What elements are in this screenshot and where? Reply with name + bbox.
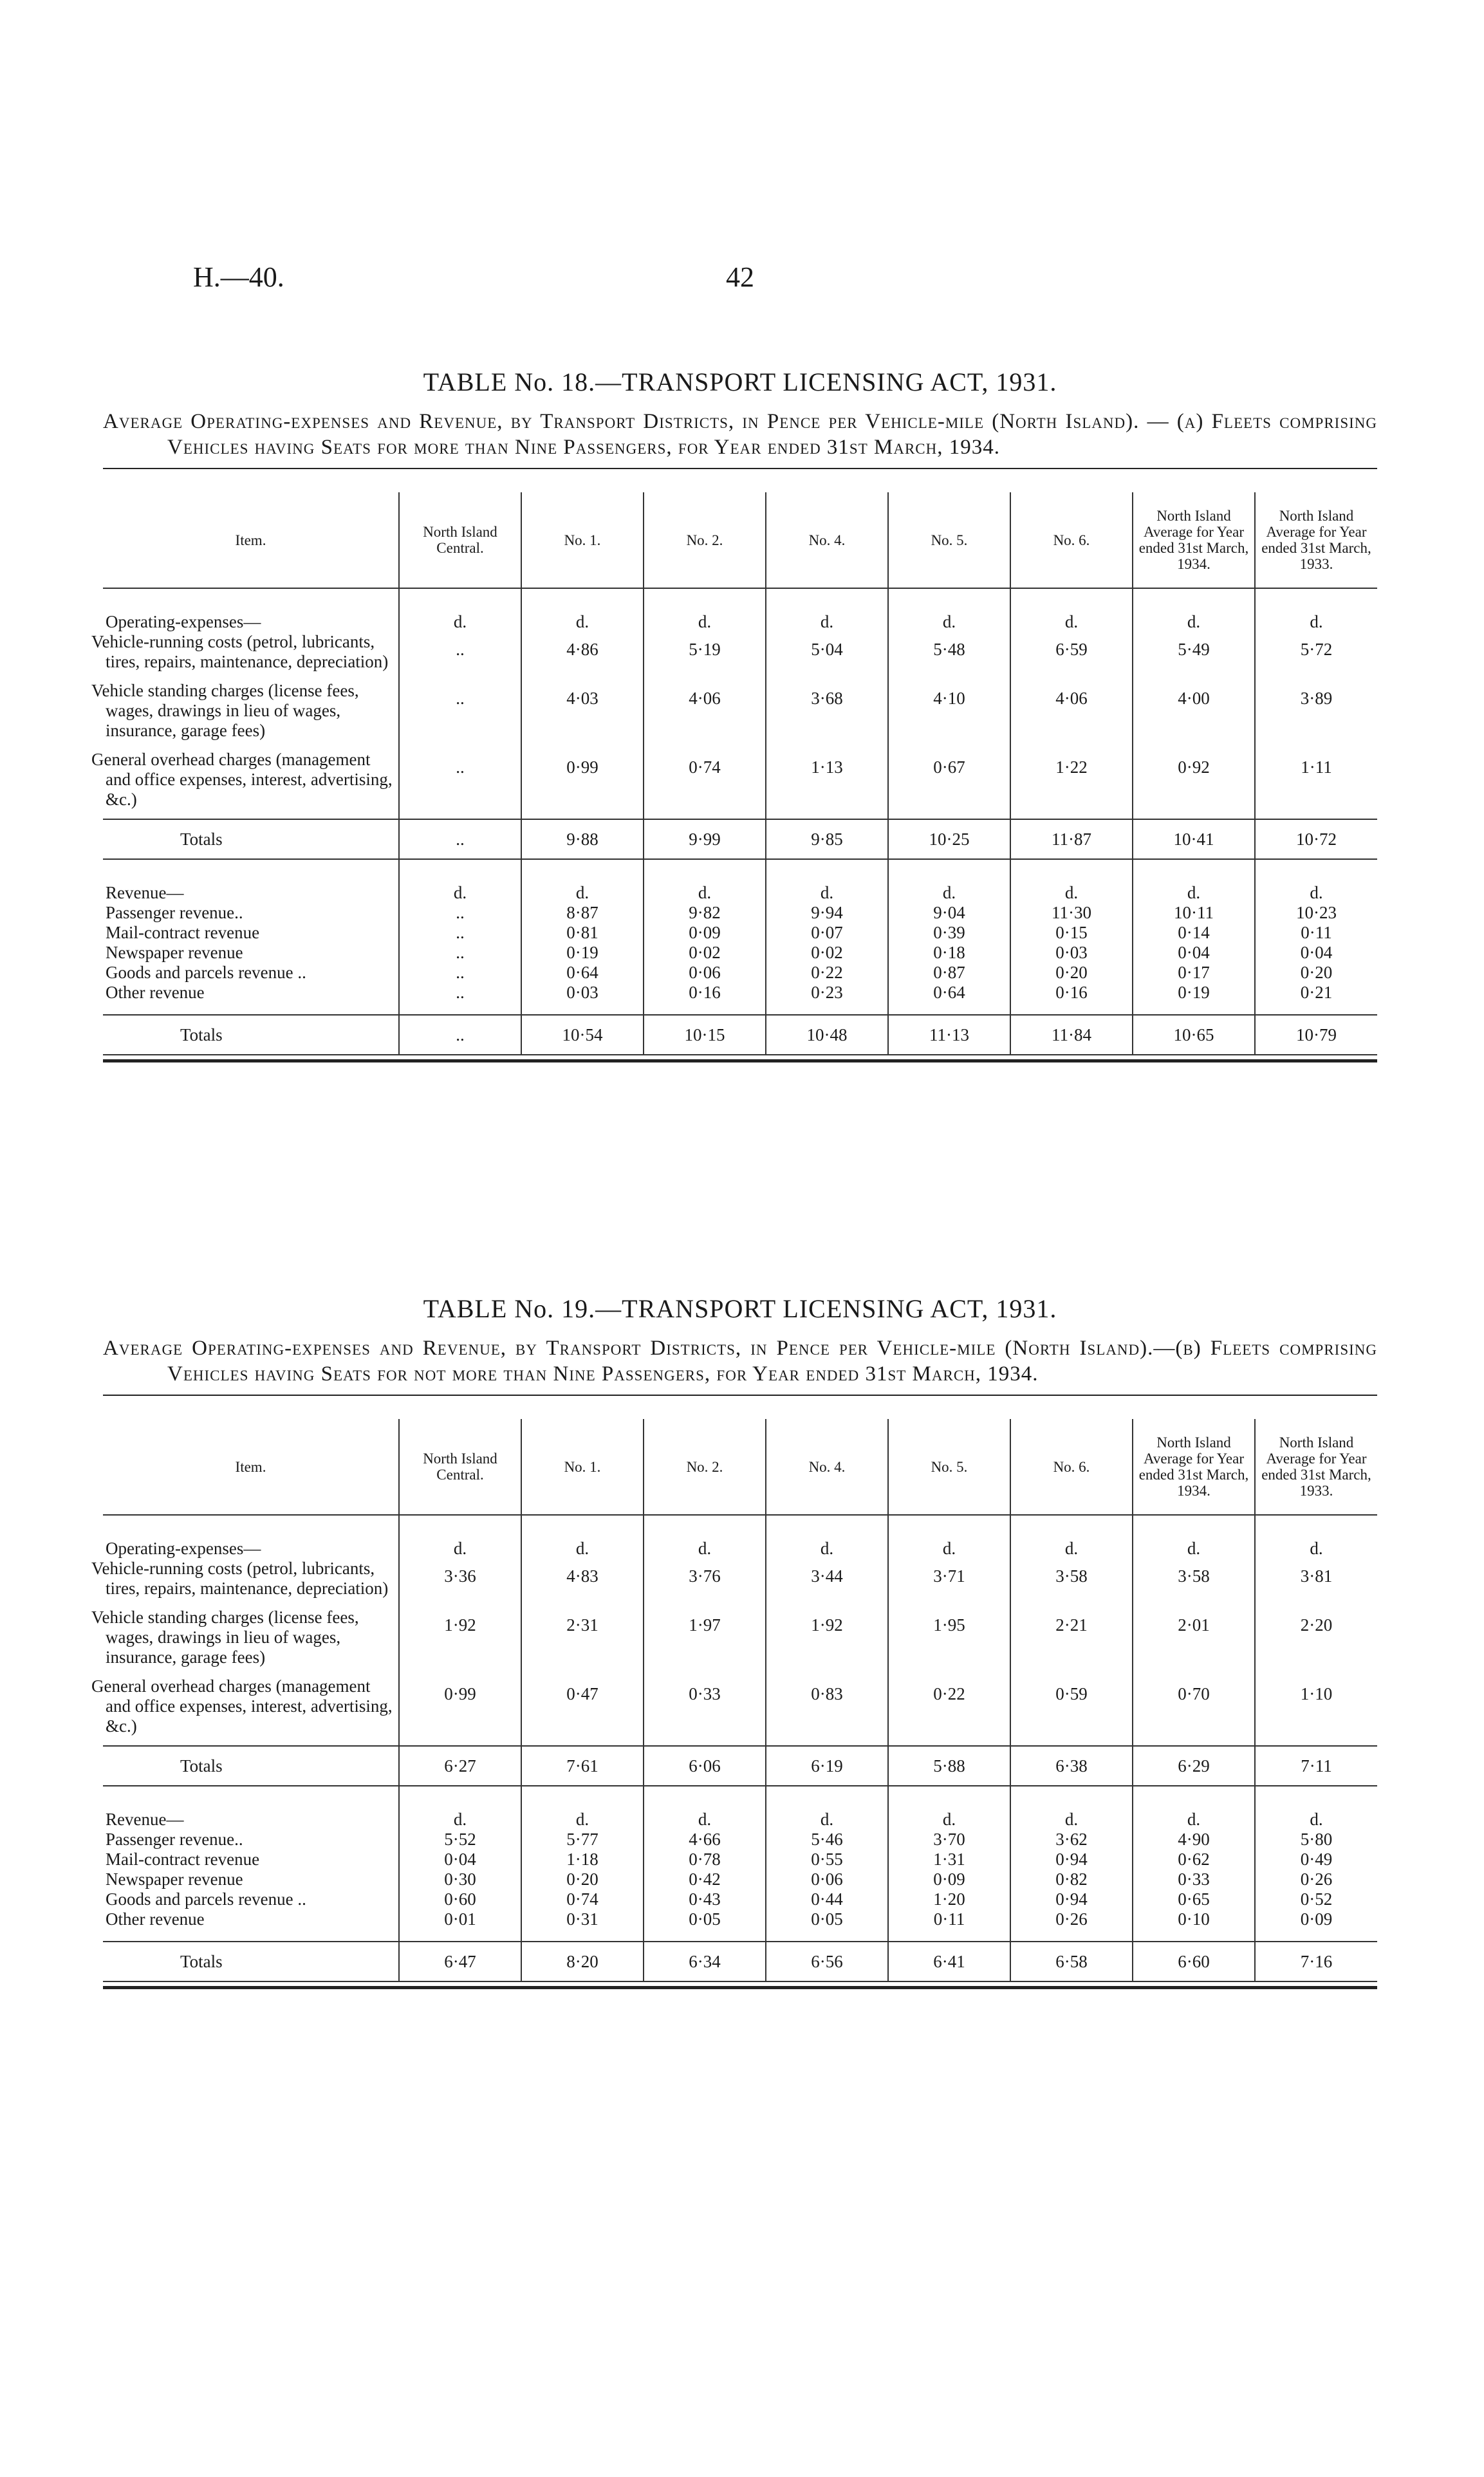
section-heading: Revenue— bbox=[106, 883, 184, 902]
cell-value: 0·59 bbox=[1010, 1676, 1133, 1746]
cell-value: 5·04 bbox=[766, 632, 888, 681]
table-title: TABLE No. 18.—TRANSPORT LICENSING ACT, 1931. bbox=[423, 367, 1057, 396]
cell-value: 0·04 bbox=[1255, 943, 1377, 963]
cell-value: 1·22 bbox=[1010, 750, 1133, 819]
row-label: Vehicle standing charges (license fees, wages, drawings in lieu of wages, insurance, garage fees) bbox=[91, 1608, 359, 1667]
cell-value: 0·70 bbox=[1133, 1676, 1255, 1746]
total-value: 6·58 bbox=[1010, 1942, 1133, 1981]
unit-label: d. bbox=[399, 1539, 521, 1559]
data-table bbox=[91, 492, 1377, 1055]
row-label: Newspaper revenue bbox=[106, 1869, 243, 1889]
cell-value: 4·10 bbox=[888, 681, 1010, 750]
cell-value: 0·65 bbox=[1133, 1889, 1255, 1909]
cell-value: 0·64 bbox=[888, 983, 1010, 1003]
row-label: Newspaper revenue bbox=[106, 943, 243, 962]
cell-value: 0·39 bbox=[888, 923, 1010, 943]
totals-label bbox=[103, 1015, 399, 1055]
unit-label: d. bbox=[888, 1539, 1010, 1559]
total-value: 11·13 bbox=[888, 1015, 1010, 1055]
title-rule bbox=[103, 468, 1377, 469]
cell-value: 0·11 bbox=[1255, 923, 1377, 943]
total-value: 10·41 bbox=[1133, 819, 1255, 859]
cell-value: 4·83 bbox=[521, 1559, 644, 1608]
cell-value: 0·55 bbox=[766, 1850, 888, 1869]
cell-value: 0·14 bbox=[1133, 923, 1255, 943]
cell-value: 0·09 bbox=[1255, 1909, 1377, 1929]
column-header: No. 1. bbox=[521, 492, 644, 588]
row-label: Passenger revenue.. bbox=[106, 1830, 243, 1849]
cell-value: 0·16 bbox=[644, 983, 766, 1003]
total-value: 7·61 bbox=[521, 1746, 644, 1786]
totals-text: Totals bbox=[180, 1025, 223, 1044]
cell-value: 2·01 bbox=[1133, 1608, 1255, 1676]
cell-value: 0·64 bbox=[521, 963, 644, 983]
cell-value: 3·76 bbox=[644, 1559, 766, 1608]
row-label: General overhead charges (management and office expenses, interest, advertising, &c.) bbox=[91, 750, 393, 809]
unit-label: d. bbox=[1010, 1810, 1133, 1830]
table-row bbox=[103, 1559, 1377, 1608]
cell-value: 0·49 bbox=[1255, 1850, 1377, 1869]
cell-value: 3·44 bbox=[766, 1559, 888, 1608]
row-label: Goods and parcels revenue .. bbox=[106, 963, 306, 982]
cell-value: 0·09 bbox=[644, 923, 766, 943]
cell-value: 2·21 bbox=[1010, 1608, 1133, 1676]
cell-value: 0·19 bbox=[1133, 983, 1255, 1003]
row-label: Vehicle standing charges (license fees, wages, drawings in lieu of wages, insurance, garage fees) bbox=[91, 681, 359, 740]
totals-row-operating bbox=[103, 819, 1377, 859]
unit-label: d. bbox=[888, 1810, 1010, 1830]
table-row bbox=[103, 903, 1377, 923]
totals-text: Totals bbox=[180, 1756, 223, 1776]
column-header: North Island Central. bbox=[399, 1419, 521, 1515]
cell-value: 0·10 bbox=[1133, 1909, 1255, 1929]
total-value: .. bbox=[399, 1015, 521, 1055]
unit-label: d. bbox=[644, 1539, 766, 1559]
total-value: 7·16 bbox=[1255, 1942, 1377, 1981]
table-bottom-rule bbox=[103, 1986, 1377, 1989]
row-label: Mail-contract revenue bbox=[106, 1850, 260, 1869]
cell-value: 5·19 bbox=[644, 632, 766, 681]
page-number: 42 bbox=[726, 261, 754, 293]
unit-label: d. bbox=[766, 1810, 888, 1830]
cell-value: 0·02 bbox=[766, 943, 888, 963]
total-value: 6·19 bbox=[766, 1746, 888, 1786]
cell-value: 0·44 bbox=[766, 1889, 888, 1909]
totals-label bbox=[103, 1746, 399, 1786]
table-subtitle: Average Operating-expenses and Revenue, by Transport Districts, in Pence per Vehicle-mile (North Island).—(b) Fleets comprising Vehicles having Seats for not more than Nine Passengers, for Year ended 31st March, 1934. bbox=[103, 1337, 1377, 1386]
total-value: 6·41 bbox=[888, 1942, 1010, 1981]
cell-value: 0·05 bbox=[766, 1909, 888, 1929]
cell-value: 1·13 bbox=[766, 750, 888, 819]
cell-value: 0·22 bbox=[766, 963, 888, 983]
total-value: 5·88 bbox=[888, 1746, 1010, 1786]
cell-value: 0·19 bbox=[521, 943, 644, 963]
section-row-revenue bbox=[103, 1810, 1377, 1830]
cell-value: 1·31 bbox=[888, 1850, 1010, 1869]
total-value: 6·38 bbox=[1010, 1746, 1133, 1786]
cell-value: 3·58 bbox=[1133, 1559, 1255, 1608]
table-row bbox=[103, 1889, 1377, 1909]
unit-label: d. bbox=[399, 1810, 521, 1830]
unit-label: d. bbox=[644, 612, 766, 632]
cell-value: 0·22 bbox=[888, 1676, 1010, 1746]
total-value: 10·72 bbox=[1255, 819, 1377, 859]
table-row bbox=[103, 750, 1377, 819]
unit-label: d. bbox=[521, 1810, 644, 1830]
cell-value: 10·11 bbox=[1133, 903, 1255, 923]
total-value: 6·29 bbox=[1133, 1746, 1255, 1786]
spacer-row bbox=[103, 1515, 1377, 1539]
cell-value: 0·16 bbox=[1010, 983, 1133, 1003]
cell-value: 0·87 bbox=[888, 963, 1010, 983]
column-header: North Island Average for Year ended 31st March, 1933. bbox=[1255, 492, 1377, 588]
row-label: Vehicle-running costs (petrol, lubricants, tires, repairs, maintenance, depreciation) bbox=[91, 632, 389, 671]
table-subtitle: Average Operating-expenses and Revenue, by Transport Districts, in Pence per Vehicle-mile (North Island). — (a) Fleets comprising Vehicles having Seats for more than Nine Passengers, for Year ended 31st March, 1934. bbox=[103, 410, 1377, 459]
cell-value: 9·04 bbox=[888, 903, 1010, 923]
total-value: 7·11 bbox=[1255, 1746, 1377, 1786]
spacer-row bbox=[103, 1786, 1377, 1810]
cell-value: 0·20 bbox=[521, 1869, 644, 1889]
header-row bbox=[103, 492, 1377, 588]
spacer-row bbox=[103, 1929, 1377, 1942]
unit-label: d. bbox=[1010, 612, 1133, 632]
table-row bbox=[103, 1608, 1377, 1676]
table-row bbox=[103, 923, 1377, 943]
table-19-block bbox=[91, 1294, 1377, 1989]
unit-label: d. bbox=[1010, 1539, 1133, 1559]
cell-value: 0·78 bbox=[644, 1850, 766, 1869]
table-row bbox=[103, 1909, 1377, 1929]
cell-value: .. bbox=[399, 943, 521, 963]
cell-value: 0·43 bbox=[644, 1889, 766, 1909]
unit-label: d. bbox=[644, 1810, 766, 1830]
cell-value: 0·07 bbox=[766, 923, 888, 943]
cell-value: 1·11 bbox=[1255, 750, 1377, 819]
cell-value: 0·18 bbox=[888, 943, 1010, 963]
unit-label: d. bbox=[1133, 612, 1255, 632]
cell-value: 4·00 bbox=[1133, 681, 1255, 750]
table-row bbox=[103, 1850, 1377, 1869]
cell-value: 0·92 bbox=[1133, 750, 1255, 819]
cell-value: 0·06 bbox=[766, 1869, 888, 1889]
unit-label: d. bbox=[521, 883, 644, 903]
column-header: Item. bbox=[103, 492, 399, 588]
data-table bbox=[91, 1419, 1377, 1982]
cell-value: 0·31 bbox=[521, 1909, 644, 1929]
cell-value: 5·49 bbox=[1133, 632, 1255, 681]
cell-value: 0·74 bbox=[644, 750, 766, 819]
total-value: 9·88 bbox=[521, 819, 644, 859]
total-value: 10·15 bbox=[644, 1015, 766, 1055]
total-value: 10·54 bbox=[521, 1015, 644, 1055]
section-row-operating bbox=[103, 612, 1377, 632]
total-value: 11·87 bbox=[1010, 819, 1133, 859]
column-header: North Island Average for Year ended 31st March, 1933. bbox=[1255, 1419, 1377, 1515]
cell-value: .. bbox=[399, 903, 521, 923]
unit-label: d. bbox=[1133, 1539, 1255, 1559]
cell-value: 9·94 bbox=[766, 903, 888, 923]
cell-value: 0·26 bbox=[1010, 1909, 1133, 1929]
total-value: 10·65 bbox=[1133, 1015, 1255, 1055]
unit-label: d. bbox=[521, 1539, 644, 1559]
cell-value: 9·82 bbox=[644, 903, 766, 923]
cell-value: 3·71 bbox=[888, 1559, 1010, 1608]
cell-value: 0·99 bbox=[521, 750, 644, 819]
header-row bbox=[103, 1419, 1377, 1515]
cell-value: 0·94 bbox=[1010, 1850, 1133, 1869]
cell-value: 5·46 bbox=[766, 1830, 888, 1850]
cell-value: 0·52 bbox=[1255, 1889, 1377, 1909]
cell-value: .. bbox=[399, 750, 521, 819]
total-value: .. bbox=[399, 819, 521, 859]
cell-value: 1·92 bbox=[766, 1608, 888, 1676]
cell-value: 5·72 bbox=[1255, 632, 1377, 681]
cell-value: 5·52 bbox=[399, 1830, 521, 1850]
unit-label: d. bbox=[1133, 883, 1255, 903]
section-row-revenue bbox=[103, 883, 1377, 903]
cell-value: 0·82 bbox=[1010, 1869, 1133, 1889]
column-header: North Island Central. bbox=[399, 492, 521, 588]
unit-label: d. bbox=[644, 883, 766, 903]
totals-label bbox=[103, 1942, 399, 1981]
unit-label: d. bbox=[1255, 1539, 1377, 1559]
unit-label: d. bbox=[521, 612, 644, 632]
table-row bbox=[103, 632, 1377, 681]
column-header: No. 2. bbox=[644, 1419, 766, 1515]
cell-value: 4·06 bbox=[644, 681, 766, 750]
cell-value: 1·92 bbox=[399, 1608, 521, 1676]
cell-value: 0·03 bbox=[1010, 943, 1133, 963]
total-value: 8·20 bbox=[521, 1942, 644, 1981]
totals-row-revenue bbox=[103, 1015, 1377, 1055]
column-header: No. 4. bbox=[766, 1419, 888, 1515]
table-title: TABLE No. 19.—TRANSPORT LICENSING ACT, 1931. bbox=[423, 1294, 1057, 1323]
cell-value: 0·03 bbox=[521, 983, 644, 1003]
column-header: No. 2. bbox=[644, 492, 766, 588]
table-bottom-rule bbox=[103, 1059, 1377, 1062]
cell-value: 1·20 bbox=[888, 1889, 1010, 1909]
cell-value: 0·26 bbox=[1255, 1869, 1377, 1889]
total-value: 6·56 bbox=[766, 1942, 888, 1981]
cell-value: 0·06 bbox=[644, 963, 766, 983]
section-heading: Revenue— bbox=[106, 1810, 184, 1829]
table-row bbox=[103, 983, 1377, 1003]
unit-label: d. bbox=[766, 883, 888, 903]
cell-value: .. bbox=[399, 923, 521, 943]
cell-value: 11·30 bbox=[1010, 903, 1133, 923]
cell-value: 3·81 bbox=[1255, 1559, 1377, 1608]
unit-label: d. bbox=[1255, 1810, 1377, 1830]
unit-label: d. bbox=[888, 612, 1010, 632]
row-label: Passenger revenue.. bbox=[106, 903, 243, 922]
column-header: No. 6. bbox=[1010, 492, 1133, 588]
cell-value: 5·77 bbox=[521, 1830, 644, 1850]
unit-label: d. bbox=[1255, 612, 1377, 632]
cell-value: 0·15 bbox=[1010, 923, 1133, 943]
cell-value: 0·04 bbox=[1133, 943, 1255, 963]
section-heading: Operating-expenses— bbox=[106, 1539, 261, 1558]
total-value: 6·47 bbox=[399, 1942, 521, 1981]
cell-value: 0·21 bbox=[1255, 983, 1377, 1003]
cell-value: .. bbox=[399, 983, 521, 1003]
cell-value: 0·09 bbox=[888, 1869, 1010, 1889]
column-header: North Island Average for Year ended 31st March, 1934. bbox=[1133, 1419, 1255, 1515]
row-label: Other revenue bbox=[106, 1909, 205, 1929]
column-header: No. 6. bbox=[1010, 1419, 1133, 1515]
column-header: No. 4. bbox=[766, 492, 888, 588]
cell-value: 0·42 bbox=[644, 1869, 766, 1889]
total-value: 6·06 bbox=[644, 1746, 766, 1786]
cell-value: 8·87 bbox=[521, 903, 644, 923]
table-row bbox=[103, 943, 1377, 963]
totals-row-revenue bbox=[103, 1942, 1377, 1981]
row-label: Vehicle-running costs (petrol, lubricants, tires, repairs, maintenance, depreciation) bbox=[91, 1559, 389, 1598]
cell-value: 3·70 bbox=[888, 1830, 1010, 1850]
cell-value: 0·47 bbox=[521, 1676, 644, 1746]
cell-value: .. bbox=[399, 681, 521, 750]
cell-value: 0·62 bbox=[1133, 1850, 1255, 1869]
row-label: Mail-contract revenue bbox=[106, 923, 260, 942]
row-label: General overhead charges (management and office expenses, interest, advertising, &c.) bbox=[91, 1676, 393, 1736]
table-row bbox=[103, 681, 1377, 750]
title-rule bbox=[103, 1395, 1377, 1396]
totals-label bbox=[103, 819, 399, 859]
cell-value: 0·23 bbox=[766, 983, 888, 1003]
cell-value: 0·05 bbox=[644, 1909, 766, 1929]
total-value: 10·48 bbox=[766, 1015, 888, 1055]
cell-value: 0·30 bbox=[399, 1869, 521, 1889]
cell-value: 4·86 bbox=[521, 632, 644, 681]
unit-label: d. bbox=[888, 883, 1010, 903]
cell-value: 10·23 bbox=[1255, 903, 1377, 923]
cell-value: 0·83 bbox=[766, 1676, 888, 1746]
totals-text: Totals bbox=[180, 1951, 223, 1971]
cell-value: 6·59 bbox=[1010, 632, 1133, 681]
cell-value: 3·58 bbox=[1010, 1559, 1133, 1608]
table-18-block bbox=[91, 367, 1377, 1062]
cell-value: 0·17 bbox=[1133, 963, 1255, 983]
unit-label: d. bbox=[399, 883, 521, 903]
total-value: 9·85 bbox=[766, 819, 888, 859]
unit-label: d. bbox=[1010, 883, 1133, 903]
total-value: 9·99 bbox=[644, 819, 766, 859]
cell-value: 0·01 bbox=[399, 1909, 521, 1929]
spacer-row bbox=[103, 1003, 1377, 1015]
page-header-ref: H.—40. bbox=[193, 261, 284, 293]
cell-value: 3·89 bbox=[1255, 681, 1377, 750]
unit-label: d. bbox=[399, 612, 521, 632]
cell-value: 4·03 bbox=[521, 681, 644, 750]
cell-value: 0·33 bbox=[1133, 1869, 1255, 1889]
total-value: 11·84 bbox=[1010, 1015, 1133, 1055]
spacer-row bbox=[103, 859, 1377, 883]
cell-value: .. bbox=[399, 963, 521, 983]
cell-value: 2·31 bbox=[521, 1608, 644, 1676]
table-row bbox=[103, 1830, 1377, 1850]
total-value: 6·27 bbox=[399, 1746, 521, 1786]
unit-label: d. bbox=[1133, 1810, 1255, 1830]
cell-value: 5·80 bbox=[1255, 1830, 1377, 1850]
cell-value: 0·60 bbox=[399, 1889, 521, 1909]
total-value: 10·79 bbox=[1255, 1015, 1377, 1055]
cell-value: 4·06 bbox=[1010, 681, 1133, 750]
totals-text: Totals bbox=[180, 829, 223, 849]
cell-value: .. bbox=[399, 632, 521, 681]
section-row-operating bbox=[103, 1539, 1377, 1559]
cell-value: 3·62 bbox=[1010, 1830, 1133, 1850]
total-value: 6·34 bbox=[644, 1942, 766, 1981]
row-label: Other revenue bbox=[106, 983, 205, 1002]
row-label: Goods and parcels revenue .. bbox=[106, 1889, 306, 1909]
table-row bbox=[103, 1869, 1377, 1889]
cell-value: 4·90 bbox=[1133, 1830, 1255, 1850]
cell-value: 0·74 bbox=[521, 1889, 644, 1909]
column-header: No. 5. bbox=[888, 1419, 1010, 1515]
cell-value: 0·11 bbox=[888, 1909, 1010, 1929]
column-header: No. 5. bbox=[888, 492, 1010, 588]
cell-value: 3·36 bbox=[399, 1559, 521, 1608]
cell-value: 0·99 bbox=[399, 1676, 521, 1746]
total-value: 10·25 bbox=[888, 819, 1010, 859]
section-heading: Operating-expenses— bbox=[106, 612, 261, 631]
table-row bbox=[103, 1676, 1377, 1746]
totals-row-operating bbox=[103, 1746, 1377, 1786]
cell-value: 0·02 bbox=[644, 943, 766, 963]
column-header: North Island Average for Year ended 31st March, 1934. bbox=[1133, 492, 1255, 588]
unit-label: d. bbox=[766, 612, 888, 632]
cell-value: 0·94 bbox=[1010, 1889, 1133, 1909]
cell-value: 0·67 bbox=[888, 750, 1010, 819]
cell-value: 0·04 bbox=[399, 1850, 521, 1869]
cell-value: 0·33 bbox=[644, 1676, 766, 1746]
cell-value: 0·20 bbox=[1255, 963, 1377, 983]
cell-value: 1·97 bbox=[644, 1608, 766, 1676]
column-header: Item. bbox=[103, 1419, 399, 1515]
spacer-row bbox=[103, 588, 1377, 612]
unit-label: d. bbox=[766, 1539, 888, 1559]
cell-value: 5·48 bbox=[888, 632, 1010, 681]
table-row bbox=[103, 963, 1377, 983]
column-header: No. 1. bbox=[521, 1419, 644, 1515]
cell-value: 0·81 bbox=[521, 923, 644, 943]
cell-value: 0·20 bbox=[1010, 963, 1133, 983]
unit-label: d. bbox=[1255, 883, 1377, 903]
total-value: 6·60 bbox=[1133, 1942, 1255, 1981]
cell-value: 4·66 bbox=[644, 1830, 766, 1850]
cell-value: 1·95 bbox=[888, 1608, 1010, 1676]
cell-value: 1·10 bbox=[1255, 1676, 1377, 1746]
cell-value: 1·18 bbox=[521, 1850, 644, 1869]
cell-value: 3·68 bbox=[766, 681, 888, 750]
cell-value: 2·20 bbox=[1255, 1608, 1377, 1676]
